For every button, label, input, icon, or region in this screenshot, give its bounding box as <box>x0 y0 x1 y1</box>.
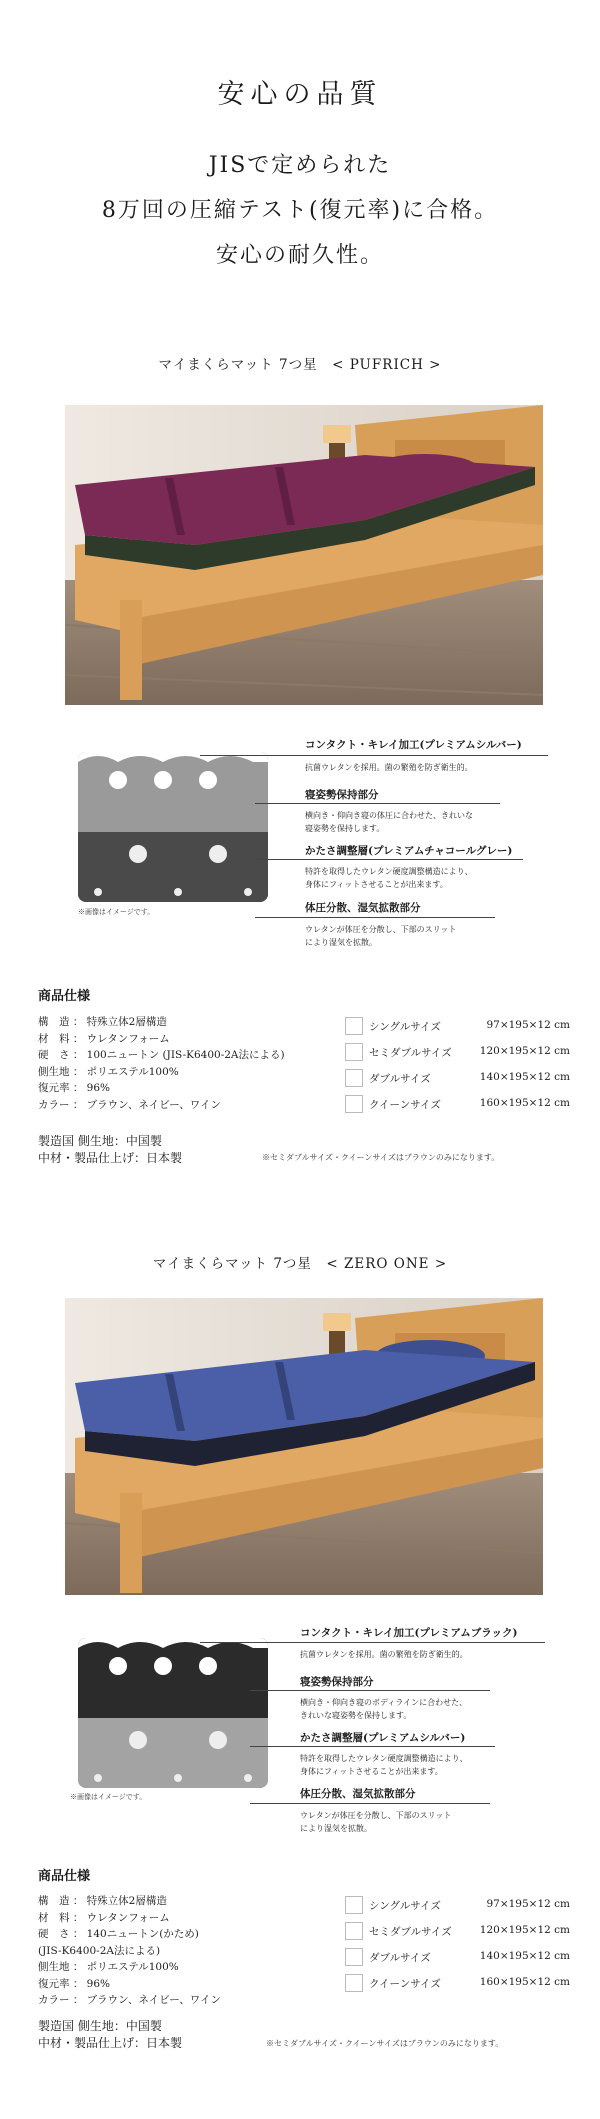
spec-item: 硬 さ ： 100ニュートン (JIS-K6400-2A法による) <box>38 1049 285 1061</box>
diagram-note: ※画像はイメージです。 <box>78 908 155 916</box>
product-photo-pufrich <box>65 405 543 705</box>
spec-item: 構 造 ： 特殊立体2層構造 <box>38 1016 167 1028</box>
product-title: マイまくらマット 7つ星 < ZERO ONE > <box>152 1256 448 1272</box>
size-option[interactable]: ダブルサイズ 140×195×12 cm <box>345 1069 570 1086</box>
checkbox-icon[interactable] <box>345 1896 363 1914</box>
structure-diagram-zero-one <box>78 1638 268 1788</box>
lead-line-1: JISで定められた <box>208 153 392 178</box>
structure-diagram-pufrich <box>78 752 268 902</box>
spec-item: 硬 さ ： 140ニュートン(かため) <box>38 1928 199 1940</box>
feature-desc: 横向き・仰向き寝のボディラインに合わせた、 きれいな寝姿勢を保持します。 <box>300 1698 468 1720</box>
size-option[interactable]: シングルサイズ 97×195×12 cm <box>345 1017 570 1034</box>
spec-item: 材 料 ： ウレタンフォーム <box>38 1032 170 1045</box>
feature-title: コンタクト・キレイ加工(プレミアムブラック) <box>300 1627 518 1639</box>
feature-desc: 特許を取得したウレタン硬度調整構造により、 身体にフィットさせることが出来ます。 <box>300 1754 468 1776</box>
spec-list <box>38 1893 338 2009</box>
spec-heading: 商品仕様 <box>38 989 91 1004</box>
feature-desc: 抗菌ウレタンを採用。菌の繁殖を防ぎ衛生的。 <box>300 1650 468 1659</box>
feature-title: 体圧分散、湿気拡散部分 <box>305 902 421 914</box>
checkbox-icon[interactable] <box>345 1095 363 1113</box>
spec-list <box>38 1014 338 1113</box>
size-color-note: ※セミダブルサイズ・クイーンサイズはブラウンのみになります。 <box>262 1153 500 1162</box>
product-photo-zero-one <box>65 1298 543 1595</box>
feature-title: 寝姿勢保持部分 <box>300 1676 374 1688</box>
leader-line <box>255 859 523 860</box>
leader-line <box>255 917 495 918</box>
size-option[interactable]: クイーンサイズ 160×195×12 cm <box>345 1095 570 1112</box>
feature-title: 寝姿勢保持部分 <box>305 789 379 801</box>
size-option[interactable]: クイーンサイズ 160×195×12 cm <box>345 1974 570 1991</box>
checkbox-icon[interactable] <box>345 1948 363 1966</box>
size-option[interactable]: シングルサイズ 97×195×12 cm <box>345 1896 570 1913</box>
feature-title: かたさ調整層(プレミアムシルバー) <box>300 1732 466 1744</box>
checkbox-icon[interactable] <box>345 1922 363 1940</box>
leader-line <box>200 755 548 756</box>
size-option[interactable]: セミダブルサイズ 120×195×12 cm <box>345 1922 570 1939</box>
checkbox-icon[interactable] <box>345 1043 363 1061</box>
leader-line <box>250 1690 490 1691</box>
spec-item: 側生地 ： ポリエステル100% <box>38 1065 179 1078</box>
origin-info: 製造国 側生地：中国製 中材・製品仕上げ：日本製 <box>38 2019 183 2050</box>
spec-item: 復元率 ： 96% <box>38 1082 111 1094</box>
feature-title: 体圧分散、湿気拡散部分 <box>300 1788 416 1800</box>
size-option[interactable]: ダブルサイズ 140×195×12 cm <box>345 1948 570 1965</box>
checkbox-icon[interactable] <box>345 1974 363 1992</box>
feature-title: コンタクト・キレイ加工(プレミアムシルバー) <box>305 739 522 751</box>
lead-line-2: 8万回の圧縮テスト(復元率)に合格。 <box>101 198 499 223</box>
spec-item: (JIS-K6400-2A法による) <box>38 1944 161 1957</box>
diagram-note: ※画像はイメージです。 <box>70 1793 147 1801</box>
feature-desc: 横向き・仰向き寝の体圧に合わせた、きれいな 寝姿勢を保持します。 <box>305 811 473 833</box>
checkbox-icon[interactable] <box>345 1069 363 1087</box>
spec-item: カラー ： ブラウン、ネイビー、ワイン <box>38 1098 221 1111</box>
feature-title: かたさ調整層(プレミアムチャコールグレー) <box>305 845 513 857</box>
product-title: マイまくらマット 7つ星 < PUFRICH > <box>158 357 442 373</box>
spec-item: 側生地 ： ポリエステル100% <box>38 1961 179 1973</box>
leader-line <box>200 1642 545 1643</box>
spec-item: 構 造 ： 特殊立体2層構造 <box>38 1895 167 1907</box>
checkbox-icon[interactable] <box>345 1017 363 1035</box>
spec-item: 復元率 ： 96% <box>38 1977 111 1990</box>
leader-line <box>255 803 500 804</box>
lead-line-3: 安心の耐久性。 <box>215 243 384 268</box>
feature-desc: 抗菌ウレタンを採用。菌の繁殖を防ぎ衛生的。 <box>305 763 473 772</box>
spec-item: カラー ： ブラウン、ネイビー、ワイン <box>38 1994 221 2006</box>
origin-info: 製造国 側生地：中国製 中材・製品仕上げ：日本製 <box>38 1134 183 1165</box>
feature-desc: ウレタンが体圧を分散し、下部のスリット により湿気を拡散。 <box>305 925 457 947</box>
leader-line <box>250 1803 490 1804</box>
feature-desc: 特許を取得したウレタン硬度調整構造により、 身体にフィットさせることが出来ます。 <box>305 867 473 889</box>
spec-heading: 商品仕様 <box>38 1869 91 1884</box>
size-color-note: ※セミダブルサイズ・クイーンサイズはブラウンのみになります。 <box>266 2039 504 2048</box>
spec-item: 材 料 ： ウレタンフォーム <box>38 1911 170 1924</box>
size-option[interactable]: セミダブルサイズ 120×195×12 cm <box>345 1043 570 1060</box>
leader-line <box>250 1746 495 1747</box>
page-heading: 安心の品質 <box>217 79 383 110</box>
feature-desc: ウレタンが体圧を分散し、下部のスリット により湿気を拡散。 <box>300 1811 452 1833</box>
